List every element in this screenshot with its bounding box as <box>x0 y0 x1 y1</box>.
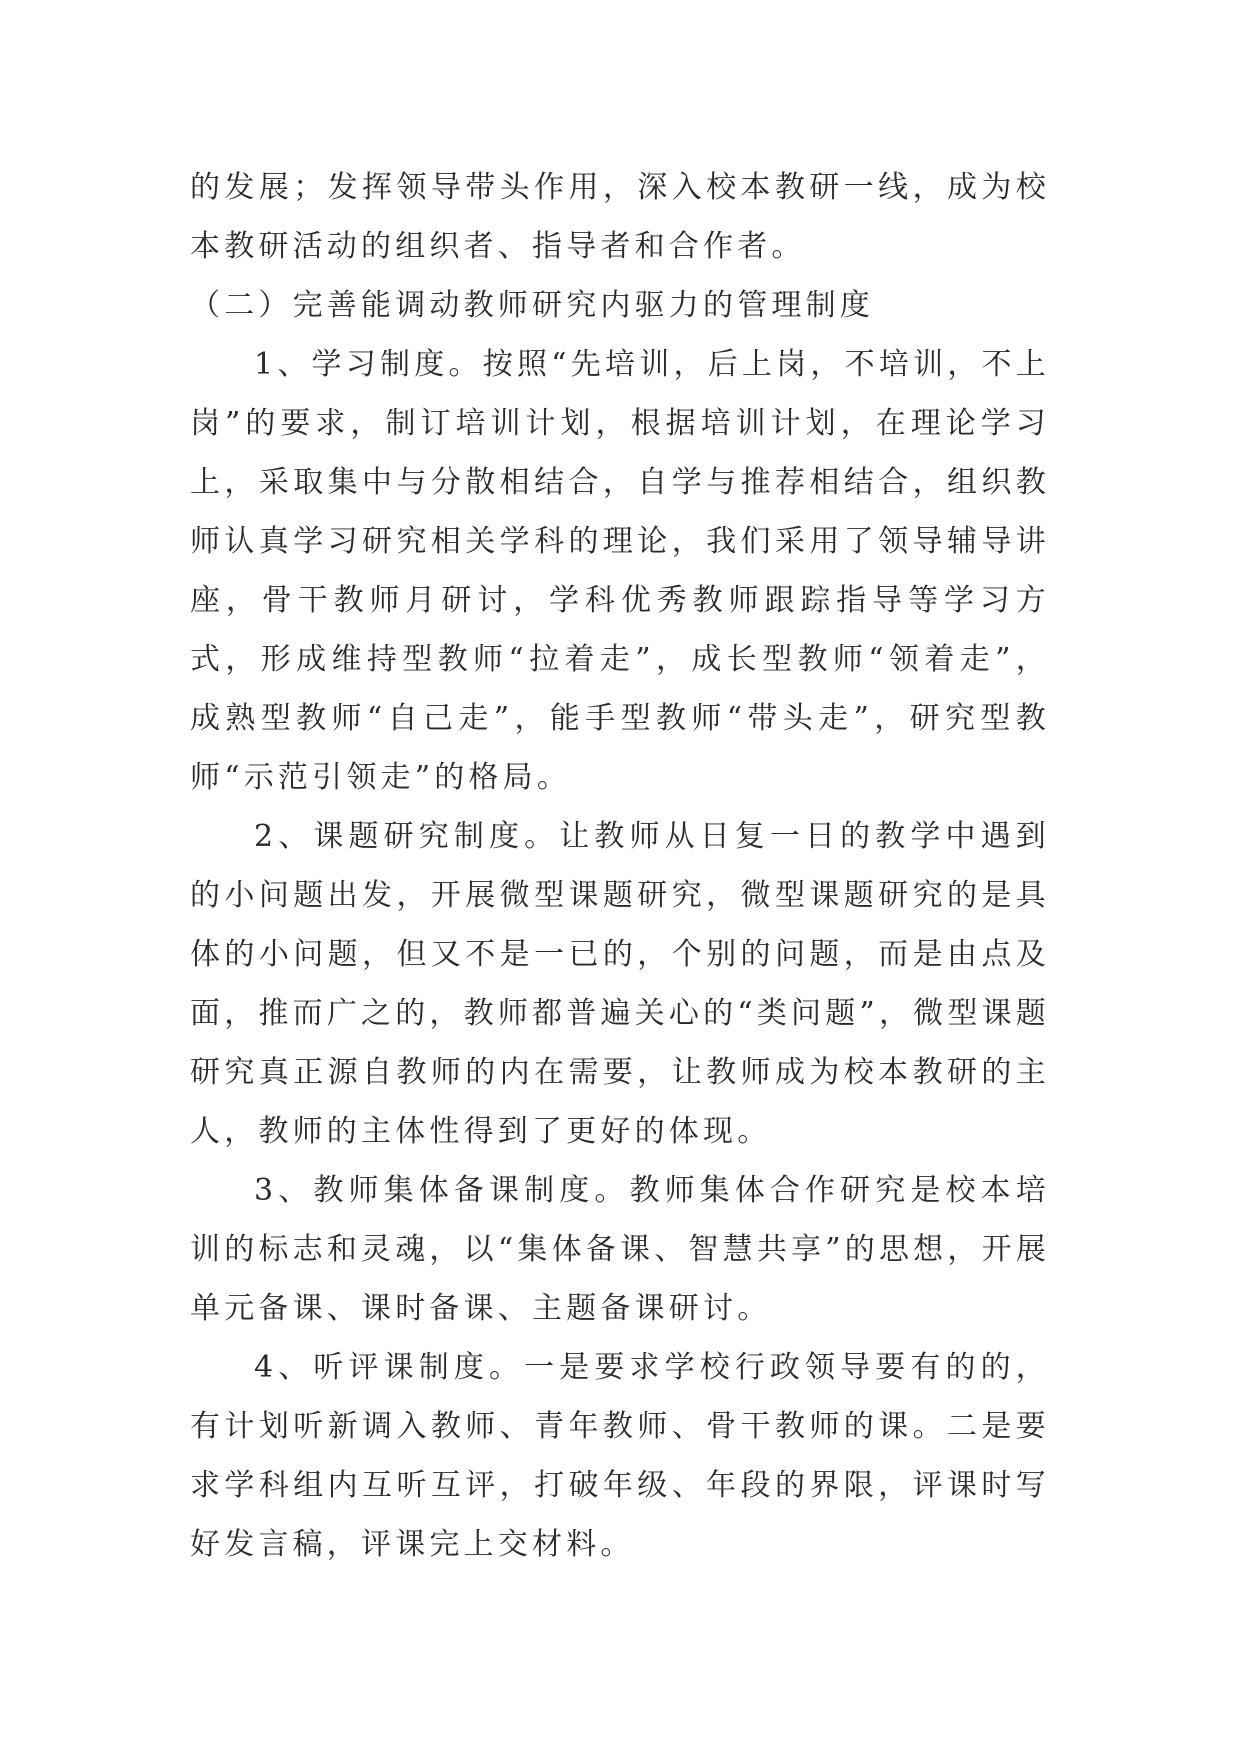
paragraph-lesson-prep-system: 3、教师集体备课制度。教师集体合作研究是校本培训的标志和灵魂，以“集体备课、智慧共享”的思想，开展单元备课、课时备课、主题备课研讨。 <box>190 1173 1050 1326</box>
paragraph-continuation: 的发展；发挥领导带头作用，深入校本教研一线，成为校本教研活动的组织者、指导者和合作者。 <box>190 170 1050 264</box>
paragraph-study-system: 1、学习制度。按照“先培训，后上岗，不培训，不上岗”的要求，制订培训计划，根据培训计划，在理论学习上，采取集中与分散相结合，自学与推荐相结合，组织教师认真学习研究相关学科的理论，我们采用了领导辅导讲座，骨干教师月研讨，学科优秀教师跟踪指导等学习方式，形成维持型教师“拉着走”，成长型教师“领着走”，成熟型教师“自己走”，能手型教师“带头走”，研究型教师“示范引领走”的格局。 <box>190 347 1050 795</box>
document-body <box>190 158 1050 1574</box>
paragraph-lesson-review-system: 4、听评课制度。一是要求学校行政领导要有的的，有计划听新调入教师、青年教师、骨干教师的课。二是要求学科组内互听互评，打破年级、年段的界限，评课时写好发言稿，评课完上交材料。 <box>190 1350 1050 1562</box>
section-heading: （二）完善能调动教师研究内驱力的管理制度 <box>190 288 874 323</box>
paragraph-research-system: 2、课题研究制度。让教师从日复一日的教学中遇到的小问题出发，开展微型课题研究，微型课题研究的是具体的小问题，但又不是一已的，个别的问题，而是由点及面，推而广之的，教师都普遍关心的“类问题”，微型课题研究真正源自教师的内在需要，让教师成为校本教研的主人，教师的主体性得到了更好的体现。 <box>190 819 1050 1149</box>
